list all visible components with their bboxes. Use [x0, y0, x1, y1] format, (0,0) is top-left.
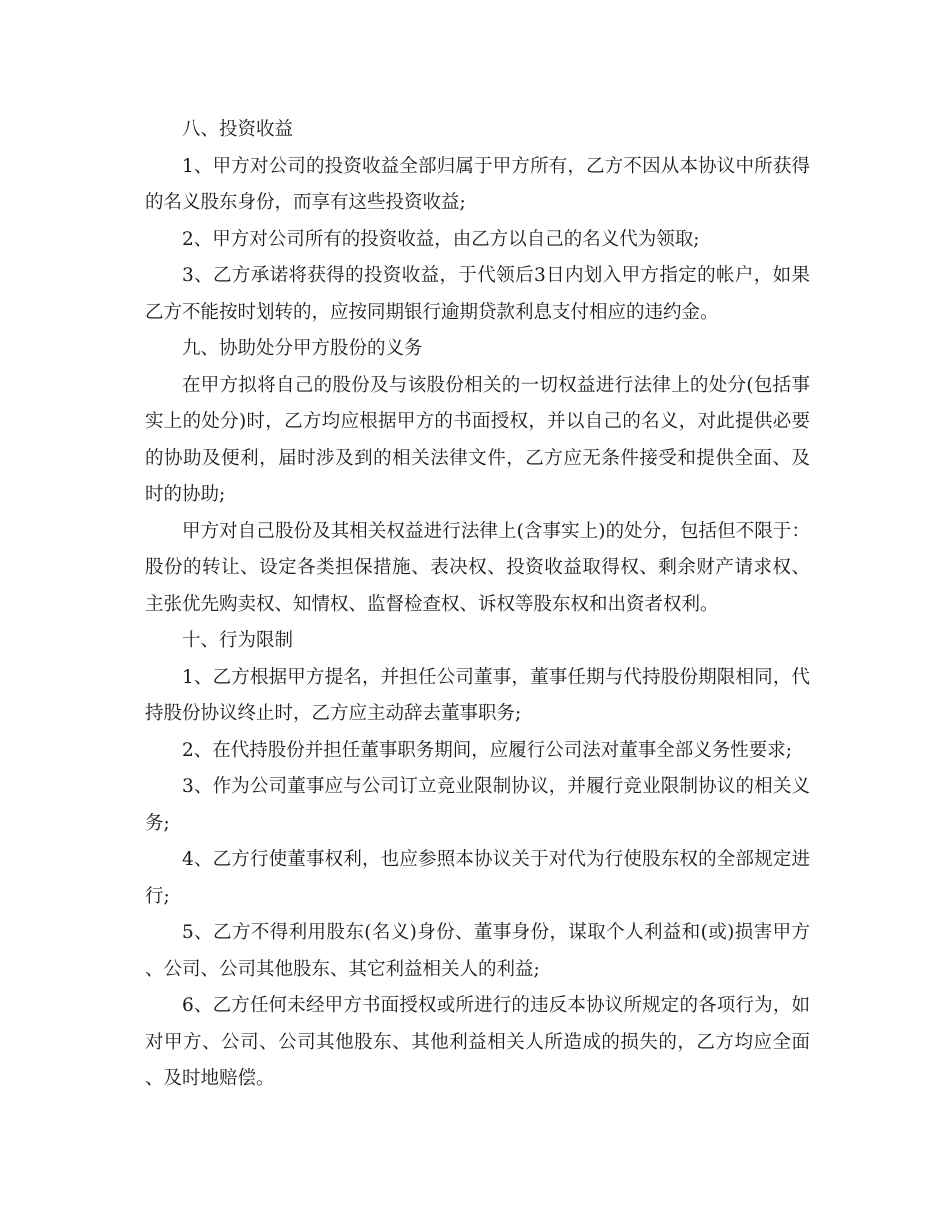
clause-8-1: 1、甲方对公司的投资收益全部归属于甲方所有，乙方不因从本协议中所获得的名义股东身份，而享有这些投资收益;: [145, 155, 810, 213]
clause-10-4: 4、乙方行使董事权利，也应参照本协议关于对代为行使股东权的全部规定进行;: [145, 849, 810, 907]
clause-10-2: 2、在代持股份并担任董事职务期间，应履行公司法对董事全部义务性要求;: [182, 739, 793, 761]
clause-10-5: 5、乙方不得利用股东(名义)身份、董事身份，谋取个人利益和(或)损害甲方、公司、公司其他股东、其它利益相关人的利益;: [145, 922, 810, 980]
clause-10-6: 6、乙方任何未经甲方书面授权或所进行的违反本协议所规定的各项行为，如对甲方、公司、公司其他股东、其他利益相关人所造成的损失的，乙方均应全面、及时地赔偿。: [145, 995, 810, 1089]
section-heading-disposal-assistance: 九、协助处分甲方股份的义务: [182, 338, 423, 359]
clause-10-3: 3、作为公司董事应与公司订立竞业限制协议，并履行竞业限制协议的相关义务;: [145, 776, 810, 834]
clause-9-2: 甲方对自己股份及其相关权益进行法律上(含事实上)的处分，包括但不限于：股份的转让、设定各类担保措施、表决权、投资收益取得权、剩余财产请求权、主张优先购卖权、知情权、监督检查权、诉权等股东权和出资者权利。: [145, 520, 810, 615]
clause-8-2: 2、甲方对公司所有的投资收益，由乙方以自己的名义代为领取;: [182, 228, 700, 250]
section-heading-investment-income: 八、投资收益: [182, 119, 294, 140]
section-heading-conduct-restrictions: 十、行为限制: [182, 630, 294, 651]
document-body: [145, 112, 810, 1098]
clause-10-1: 1、乙方根据甲方提名，并担任公司董事，董事任期与代持股份期限相同，代持股份协议终止时，乙方应主动辞去董事职务;: [145, 666, 810, 724]
clause-8-3: 3、乙方承诺将获得的投资收益，于代领后3日内划入甲方指定的帐户，如果乙方不能按时划转的，应按同期银行逾期贷款利息支付相应的违约金。: [145, 265, 810, 323]
clause-9-1: 在甲方拟将自己的股份及与该股份相关的一切权益进行法律上的处分(包括事实上的处分)时，乙方均应根据甲方的书面授权，并以自己的名义，对此提供必要的协助及便利，届时涉及到的相关法律文件，乙方应无条件接受和提供全面、及时的协助;: [145, 374, 810, 505]
